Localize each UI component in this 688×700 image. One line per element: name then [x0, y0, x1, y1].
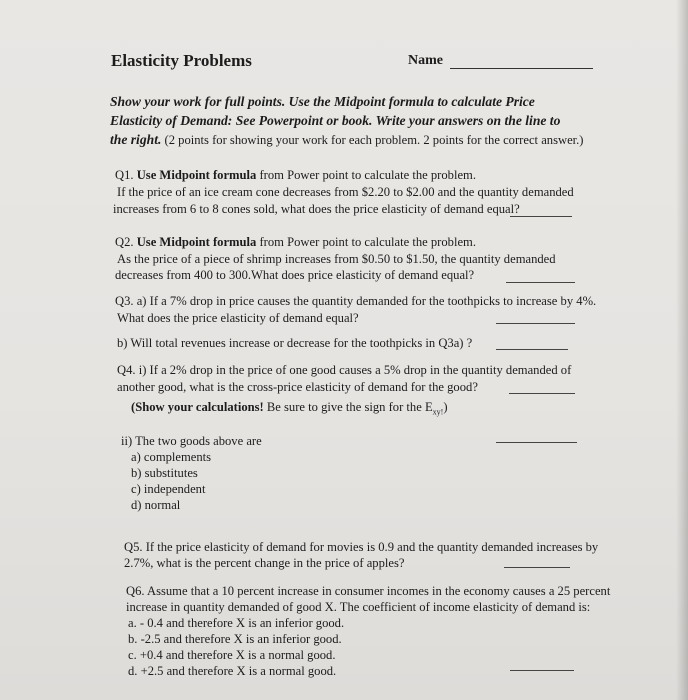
q6-line-2: increase in quantity demanded of good X. The coefficient of income elasticity of demand is:: [126, 600, 591, 614]
q3a-line-1: Q3. a) If a 7% drop in price causes the quantity demanded for the toothpicks to increase by 4%.: [115, 294, 597, 308]
q1-line-3: increases from 6 to 8 cones sold, what does the price elasticity of demand equal?: [113, 202, 520, 216]
q6-option-d: d. +2.5 and therefore X is a normal good.: [128, 664, 337, 678]
q6-answer-line: [510, 670, 574, 671]
q4-note: (Show your calculations! Be sure to give the sign for the $E_{xy!}$): [131, 400, 448, 417]
name-label: Name: [408, 53, 443, 68]
q1-answer-line: [510, 216, 572, 217]
q5-answer-line: [504, 567, 570, 568]
q1-line-1: Q1. Use Midpoint formula from Power point to calculate the problem.: [115, 168, 476, 182]
instructions-line-2: Elasticity of Demand: See Powerpoint or book. Write your answers on the line to: [110, 113, 561, 128]
q5-line-2: 2.7%, what is the percent change in the price of apples?: [124, 556, 405, 570]
instructions-line-1: Show your work for full points. Use the Midpoint formula to calculate Price: [110, 94, 535, 109]
q1-line-2: If the price of an ice cream cone decreases from $2.20 to $2.00 and the quantity demanded: [117, 185, 574, 199]
q3b-line: b) Will total revenues increase or decrease for the toothpicks in Q3a) ?: [117, 336, 473, 350]
q3a-answer-line: [496, 323, 575, 324]
q3a-line-2: What does the price elasticity of demand equal?: [117, 311, 359, 325]
q6-option-c: c. +0.4 and therefore X is a normal good.: [128, 648, 336, 662]
q2-line-2: As the price of a piece of shrimp increases from $0.50 to $1.50, the quantity demanded: [117, 252, 556, 266]
name-answer-line: [450, 68, 593, 69]
q4i-line-2: another good, what is the cross-price elasticity of demand for the good?: [117, 380, 478, 394]
q4i-answer-line: [509, 393, 575, 394]
instructions-line-3: the right. (2 points for showing your work for each problem. 2 points for the correct answer.): [110, 132, 584, 147]
q6-option-a: a. - 0.4 and therefore X is an inferior good.: [128, 616, 345, 630]
q4i-line-1: Q4. i) If a 2% drop in the price of one good causes a 5% drop in the quantity demanded of: [117, 363, 572, 377]
q4ii-answer-line: [496, 442, 577, 443]
q5-line-1: Q5. If the price elasticity of demand for movies is 0.9 and the quantity demanded increases by: [124, 540, 599, 554]
q4ii-option-a: a) complements: [131, 450, 212, 464]
page-title: Elasticity Problems: [111, 51, 252, 70]
q4ii-option-b: b) substitutes: [131, 466, 198, 480]
q4ii-option-d: d) normal: [131, 498, 181, 512]
page-edge-shadow: [676, 0, 688, 700]
q2-answer-line: [506, 282, 575, 283]
q6-option-b: b. -2.5 and therefore X is an inferior good.: [128, 632, 342, 646]
q6-line-1: Q6. Assume that a 10 percent increase in consumer incomes in the economy causes a 25 percent: [126, 584, 611, 598]
q2-line-3: decreases from 400 to 300.What does price elasticity of demand equal?: [115, 268, 475, 282]
q4ii-line: ii) The two goods above are: [121, 434, 262, 448]
q3b-answer-line: [496, 349, 568, 350]
q4ii-option-c: c) independent: [131, 482, 206, 496]
q2-line-1: Q2. Use Midpoint formula from Power point to calculate the problem.: [115, 235, 476, 249]
